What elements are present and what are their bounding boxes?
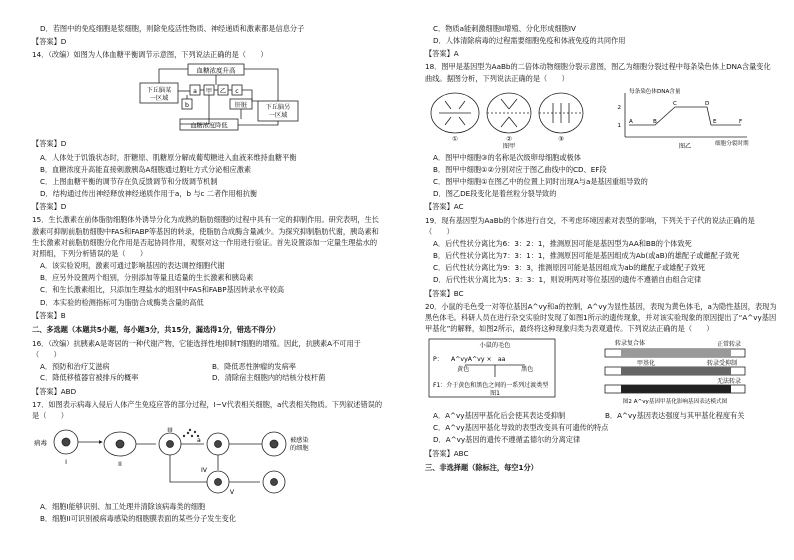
label-cell-1: I [65,459,67,467]
box-bs-low: 血糖浓度降低 [190,122,228,130]
section-2-heading: 二、多选题（本题共5小题，每小题3分，共15分，漏选得1分，错选不得分） [32,324,280,334]
q14-figure [32,63,384,135]
point-c: C [673,100,677,107]
box-hypothalamus-2: 下丘脑另一区域 [265,104,291,120]
cell-division-figure [425,87,777,149]
fig1-yellow: 黄色 [457,366,470,374]
tick-y-2: 2 [617,104,621,111]
q16-option-d: D．清除宿主细胞内的结核分枝杆菌 [212,373,326,383]
answer-20: 【答案】ABC [425,448,469,458]
label-virus: 病毒 [34,439,47,448]
fig2-none: 无法转录 [717,378,742,386]
box-c: c [235,88,239,96]
fig2-methyl: 甲基化 [637,360,656,368]
q14-stem: 14．（改编）如图为人体血糖平衡调节示意图，下列说法正确的是（ ） [32,50,268,60]
q14-option-d: D．结构通过传出神经释放神经递质作用于a，b 与c 二者作用相抗衡 [40,189,258,199]
left-column [32,22,384,525]
label-substance-a: a [197,437,201,445]
q13-option-d: D．若图中的免疫细胞是浆细胞，则除免疫活性物质、神经递质和激素都是信息分子 [40,24,305,33]
answer-13: 【答案】D [32,37,67,47]
answer-14-head: 【答案】D [32,139,67,149]
q18-option-c: C．图甲中细胞①在图乙中的位置上同时出现A与a是基因重组导致的 [433,177,648,187]
point-e: E [713,118,717,125]
q17-option-a: A．细胞I能够识别、加工处理并清除该病毒类的细胞 [40,502,206,512]
fig2-label: 图2 A^vy基因甲基化影响基因表达模式图 [622,399,728,406]
q19-option-a: A．后代性状分离比为6：3：2：1，推测原因可能是基因型为AA和BB的个体致死 [433,238,692,248]
fig1-label: 图1 [490,390,500,398]
q19-option-d: D．后代性状分离比为5：3：3：1，则说明两对等位基因的遗传不遵循自由组合定律 [433,275,702,285]
q18-option-b: B．图甲中细胞①②分别对应于图乙曲线中的CD、EF段 [433,164,607,174]
q20-stem: 20．小鼠的毛色受一对等位基因A^vy和a的控制，A^vy为显性基因，表现为黄色体毛，a为隐性基因，表现为黑色体毛。科研人员在进行杂交实验时发现了如图1所示的遗传现象，并对该实验现象的原因提出了“A^vy基因甲基化”的解释，如图2所示，最终将这种现象归类为表观遗传。下列说法正确的是（ ） [425,301,777,333]
q16-stem: 16．（改编）抗胰素A是寄居的一种代谢产物，它能选择性地抑制T细胞的增殖。因此，抗胰素A不可用于（ ） [32,338,361,360]
q17-option-d: D．人体清除病毒的过程需要细胞免疫和体液免疫的共同作用 [433,36,626,46]
q14-option-c: C．上图血糖平衡的调节存在负反馈调节和分级调节机制 [40,176,218,186]
answer-16: 【答案】ABD [32,386,77,396]
q16-options [32,361,384,383]
q16-option-c: C．降低移植器官被排斥的概率 [40,373,139,383]
q19-option-b: B．后代性状分离比为7：3：1：1，推测原因可能是基因组成为Ab(或aB)的雄配子或雌配子致死 [433,251,740,261]
point-d: D [705,100,710,107]
immune-response-diagram [32,424,384,498]
q17-option-b: B．细胞II可识别被病毒感染的细胞膜表面的某些分子发生变化 [40,514,237,524]
q14-option-b: B．血糖浓度升高能直接刺激胰岛A细胞通过胞吐方式分泌相应激素 [40,164,252,174]
label-cell-5: V [229,489,235,497]
label-cell-2: ② [506,134,512,143]
right-column [425,22,777,476]
q19-stem: 19．现有基因型为AaBb的个体进行自交，不考虑环境因素对表型的影响，下列关于子代的说法正确的是（ ） [425,215,755,236]
q20-option-b: B．A^vy基因表达强度与其甲基化程度有关 [605,411,745,421]
q15-option-a: A．该实验说明，激素可通过影响基因的表达调控细胞代谢 [40,261,225,271]
q18-figure [425,87,777,149]
q15-option-c: C．和生长激素组比，只添加生理盐水的组别中FAS和FABP基因转录水平较高 [40,285,285,295]
q18-option-d: D．图乙DE段变化是着丝粒分裂导致的 [433,189,557,199]
q20-options [425,410,777,421]
label-cell-3: ③ [558,134,564,143]
fig2-top: 转录复合体 [615,340,646,348]
label-y-axis: 每条染色体DNA含量 [629,88,681,95]
fig1-p: P： [433,356,443,364]
fig2-inhibit: 转录受抑制 [707,360,738,368]
q20-option-a: A．A^vy基因甲基化后会使其表达受抑制 [433,411,566,421]
q19-option-c: C．后代性状分离比为9：3：3，推测原因可能是基因组成为ab的雌配子或雄配子致死 [433,263,706,273]
point-a: A [629,118,633,125]
blood-sugar-diagram [32,63,384,135]
label-cell-3: III [167,427,173,435]
fig1-title: 小鼠的毛色 [479,342,511,350]
q17-stem: 17．如图表示病毒入侵后人体产生免疫应答的部分过程，I~V代表相关细胞，a代表相关物质。下列叙述错误的是（ ） [32,399,383,420]
box-a: a [193,88,197,96]
label-fig-yi: 图乙 [678,142,692,149]
box-yi: 乙 [219,88,227,96]
section-3-heading: 三、非选择题（除标注，每空1分） [425,462,538,472]
label-cell-4: IV [200,467,208,475]
box-bs-high: 血糖浓度升高 [196,66,236,75]
label-cell-1: ① [452,134,458,143]
fig2-normal: 正常转录 [717,341,742,349]
q15-stem: 15．生长激素在前体脂肪细胞体外诱导分化为成熟的脂肪细胞的过程中具有一定的抑制作用。研究表明，生长激素可抑制前脂肪细胞中FAS和FABP等基因的转录，使脂肪合成酶含量减少。为探究抑制脂肪代谢，胰岛素和生长激素对前脂肪细胞分化作用是否起协同作用，观察对这一作用进行验证。首先设置添加一定量生理盐水的对照组，下列分析错误的是（ ） [32,215,379,258]
point-f: F [739,118,743,125]
q20-option-c: C．A^vy基因甲基化导致的表型改变具有可遗传的特点 [433,423,609,433]
q18-stem: 18．图甲是基因型为AaBb的二倍体动物细胞分裂示意图，图乙为细胞分裂过程中每条染色体上DNA含量变化曲线。据图分析，下列说法正确的是（ ） [425,62,771,83]
box-jia: 甲 [205,88,213,96]
tick-y-1: 1 [617,122,621,129]
answer-17: 【答案】A [425,49,459,59]
box-b: b [185,102,189,110]
label-fig-jia: 图甲 [502,142,516,149]
label-cell-2: II [118,461,122,469]
q15-option-b: B．应另外设置两个组别，分别添加等量且适量的生长激素和胰岛素 [40,273,254,283]
q16-option-b: B．降低恶性肿瘤的发病率 [212,362,296,372]
q14-option-a: A．人体处于饥饿状态时，肝糖原、肌糖原分解成葡萄糖进入血液来维持血糖平衡 [40,152,297,162]
answer-14: 【答案】D [32,202,67,212]
q16-option-a: A．预防和治疗艾滋病 [40,362,110,372]
fig1-cross: A^vyA^vy × aa [451,356,506,364]
q20-figure [425,337,777,407]
label-infected-cell: 被感染的细胞 [290,437,309,453]
point-b: B [653,118,657,125]
label-x-axis: 细胞分裂时期 [715,140,749,147]
answer-18: 【答案】AC [425,202,464,212]
answer-19: 【答案】BC [425,288,464,298]
q17-option-c: C．物质a能刺激细胞II增殖、分化形成细胞IV [433,24,576,33]
box-liver: 肝脏 [234,102,248,110]
q20-option-d: D．A^vy基因的遗传不遵循孟德尔的分离定律 [433,435,581,445]
answer-15: 【答案】B [32,310,66,320]
q17-figure [32,424,384,498]
q18-option-a: A．图甲中细胞③的名称是次级卵母细胞或极体 [433,152,581,162]
q15-option-d: D．本实验的检测指标可为脂肪合成酶类含量的高低 [40,297,204,307]
methylation-figure [425,337,777,407]
fig1-black: 黑色 [521,366,534,374]
box-hypothalamus-1: 下丘脑某一区域 [146,87,172,103]
fig1-f1: F1：介于黄色和黑色之间的一系列过渡类型 [433,382,549,390]
